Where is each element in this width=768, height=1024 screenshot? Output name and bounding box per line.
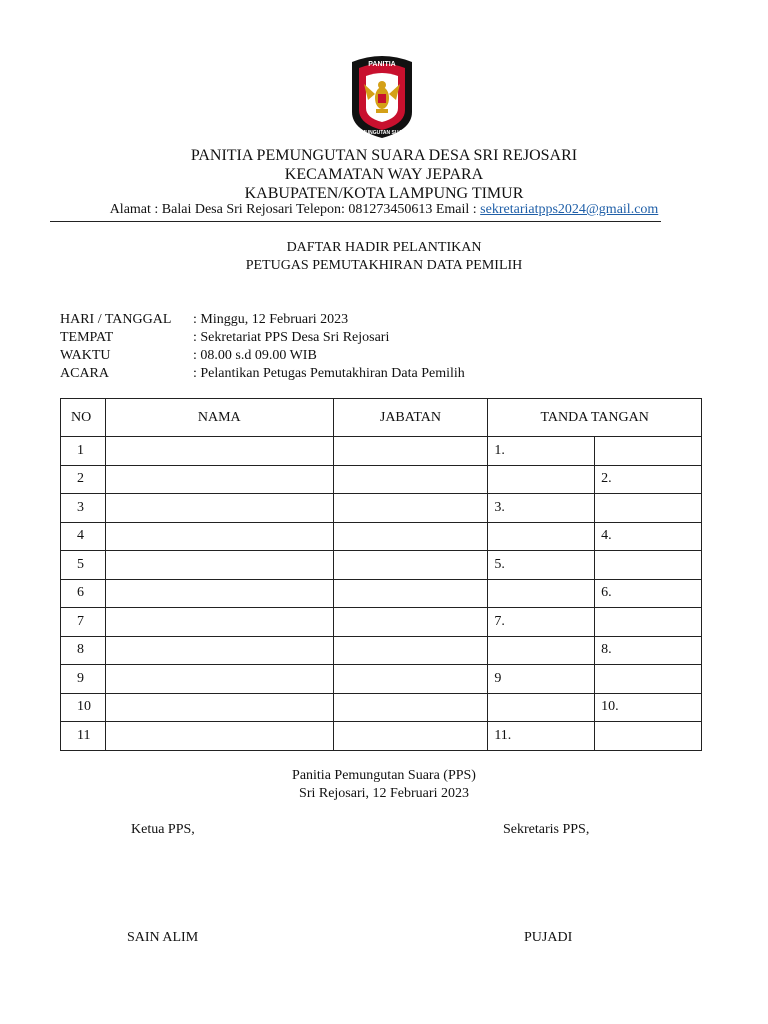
- table-row: [61, 665, 702, 694]
- info-key: WAKTU: [60, 348, 111, 363]
- signature-right-cell: 10.: [595, 693, 702, 722]
- signature-right-cell: 4.: [595, 522, 702, 551]
- ketua-role: Ketua PPS,: [131, 822, 195, 837]
- table-row: [61, 608, 702, 637]
- info-value: : Minggu, 12 Februari 2023: [193, 312, 349, 327]
- signature-left-cell: 9: [488, 665, 595, 694]
- header-line-3: KABUPATEN/KOTA LAMPUNG TIMUR: [244, 185, 524, 202]
- row-number-cell: 6: [61, 579, 106, 608]
- header-divider: [50, 221, 661, 222]
- attendance-table: [60, 398, 702, 751]
- nama-cell: [105, 551, 333, 580]
- header-jabatan: JABATAN: [333, 399, 488, 437]
- nama-cell: [105, 494, 333, 523]
- jabatan-cell: [333, 579, 488, 608]
- signature-left-cell: [488, 522, 595, 551]
- nama-cell: [105, 722, 333, 751]
- table-row: [61, 551, 702, 580]
- jabatan-cell: [333, 551, 488, 580]
- signature-left-cell: 1.: [488, 437, 595, 466]
- signature-right-cell: [595, 551, 702, 580]
- table-row: [61, 522, 702, 551]
- signature-right-cell: 2.: [595, 465, 702, 494]
- info-value: : Pelantikan Petugas Pemutakhiran Data Pemilih: [193, 366, 465, 381]
- doc-title-line-1: DAFTAR HADIR PELANTIKAN: [286, 240, 482, 255]
- header-line-1: PANITIA PEMUNGUTAN SUARA DESA SRI REJOSARI: [190, 147, 578, 164]
- header-no: NO: [61, 399, 106, 437]
- nama-cell: [105, 465, 333, 494]
- jabatan-cell: [333, 437, 488, 466]
- row-number-cell: 4: [61, 522, 106, 551]
- kpu-logo: [346, 54, 418, 140]
- table-row: [61, 636, 702, 665]
- logo-bottom-text: PEMUNGUTAN SUARA: [354, 130, 410, 136]
- table-row: [61, 722, 702, 751]
- table-row: [61, 579, 702, 608]
- nama-cell: [105, 636, 333, 665]
- signature-right-cell: 6.: [595, 579, 702, 608]
- email-link[interactable]: sekretariatpps2024@gmail.com: [480, 202, 659, 217]
- signature-left-cell: [488, 636, 595, 665]
- nama-cell: [105, 579, 333, 608]
- nama-cell: [105, 693, 333, 722]
- row-number-cell: 8: [61, 636, 106, 665]
- jabatan-cell: [333, 693, 488, 722]
- signature-left-cell: [488, 465, 595, 494]
- row-number-cell: 3: [61, 494, 106, 523]
- row-number-cell: 10: [61, 693, 106, 722]
- signature-left-cell: 5.: [488, 551, 595, 580]
- ketua-name: SAIN ALIM: [127, 930, 199, 945]
- signature-right-cell: [595, 608, 702, 637]
- nama-cell: [105, 437, 333, 466]
- nama-cell: [105, 665, 333, 694]
- signature-right-cell: [595, 494, 702, 523]
- table-header-row: [61, 399, 702, 437]
- signature-left-cell: 3.: [488, 494, 595, 523]
- header-line-2: KECAMATAN WAY JEPARA: [284, 166, 484, 183]
- signature-left-cell: [488, 693, 595, 722]
- signature-right-cell: 8.: [595, 636, 702, 665]
- logo-top-text: PANITIA: [368, 61, 396, 68]
- address-line: [0, 202, 768, 218]
- nama-cell: [105, 608, 333, 637]
- row-number-cell: 11: [61, 722, 106, 751]
- jabatan-cell: [333, 636, 488, 665]
- jabatan-cell: [333, 722, 488, 751]
- signature-right-cell: [595, 722, 702, 751]
- footer-place-date: Sri Rejosari, 12 Februari 2023: [299, 786, 469, 801]
- info-key: TEMPAT: [60, 330, 114, 345]
- row-number-cell: 9: [61, 665, 106, 694]
- doc-title-line-2: PETUGAS PEMUTAKHIRAN DATA PEMILIH: [245, 258, 523, 273]
- info-key: ACARA: [60, 366, 110, 381]
- header-nama: NAMA: [105, 399, 333, 437]
- sekretaris-role: Sekretaris PPS,: [503, 822, 590, 837]
- jabatan-cell: [333, 522, 488, 551]
- table-row: [61, 494, 702, 523]
- jabatan-cell: [333, 608, 488, 637]
- header-tanda-tangan: TANDA TANGAN: [488, 399, 702, 437]
- row-number-cell: 5: [61, 551, 106, 580]
- info-value: : Sekretariat PPS Desa Sri Rejosari: [193, 330, 390, 345]
- nama-cell: [105, 522, 333, 551]
- row-number-cell: 2: [61, 465, 106, 494]
- footer-org: Panitia Pemungutan Suara (PPS): [292, 768, 476, 783]
- signature-right-cell: [595, 437, 702, 466]
- jabatan-cell: [333, 665, 488, 694]
- row-number-cell: 7: [61, 608, 106, 637]
- row-number-cell: 1: [61, 437, 106, 466]
- jabatan-cell: [333, 494, 488, 523]
- signature-left-cell: [488, 579, 595, 608]
- sekretaris-name: PUJADI: [524, 930, 573, 945]
- signature-left-cell: 11.: [488, 722, 595, 751]
- table-row: [61, 693, 702, 722]
- address-text: Alamat : Balai Desa Sri Rejosari Telepon: 081273450613 Email :: [109, 202, 481, 217]
- signature-left-cell: 7.: [488, 608, 595, 637]
- info-value: : 08.00 s.d 09.00 WIB: [193, 348, 317, 363]
- info-key: HARI / TANGGAL: [60, 312, 172, 327]
- signature-right-cell: [595, 665, 702, 694]
- table-row: [61, 437, 702, 466]
- table-row: [61, 465, 702, 494]
- jabatan-cell: [333, 465, 488, 494]
